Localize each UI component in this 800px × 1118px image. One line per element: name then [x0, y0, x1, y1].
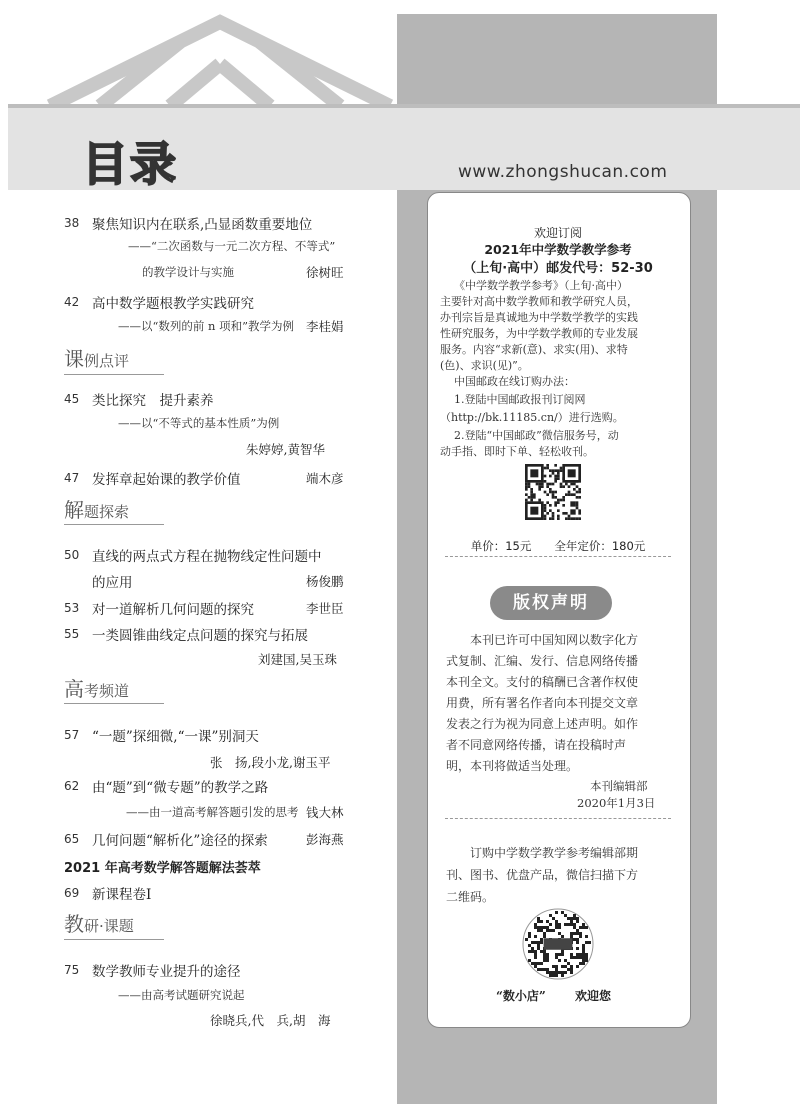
section-label-rest: 考频道: [84, 682, 130, 700]
subscribe-intro: [440, 278, 680, 460]
roof-lattice-graphic: [40, 14, 400, 106]
section-label-rest: 研·课题: [84, 917, 134, 935]
article-title: 几何问题“解析化”途径的探索: [92, 833, 268, 849]
subscribe-postal-code: （上旬·高中）邮发代号：52-30: [463, 261, 653, 276]
intro-line: 《中学数学教学参考》（上旬·高中）: [454, 279, 628, 292]
article-author: 朱婷婷,黄智华: [246, 442, 325, 457]
page-number: 50: [64, 548, 80, 562]
order-step-cont: 动手指、即时下单、轻松收刊。: [440, 445, 594, 458]
section-heading-problem-exploration: [64, 494, 129, 523]
article-author: 刘建国,吴玉珠: [258, 652, 337, 667]
article-subtitle: ——由高考试题研究说起: [118, 988, 245, 1002]
copyright-org: 本刊编辑部: [590, 779, 648, 793]
wechat-qr-code[interactable]: [525, 464, 581, 520]
section-label-char: 解: [64, 498, 84, 522]
article-subtitle: ——以“数列的前 n 项和”教学为例: [118, 319, 294, 333]
dashed-divider: [445, 818, 671, 819]
copyright-date: 2020年1月3日: [577, 796, 656, 810]
order-text: [446, 842, 676, 908]
shop-name: “数小店”: [496, 989, 546, 1003]
page-number: 47: [64, 471, 80, 485]
order-line: 订购中学数学教学参考编辑部期: [470, 846, 639, 860]
intro-line: 性研究服务，为中学数学教师的专业发展: [440, 327, 638, 340]
article-title: 对一道解析几何问题的探究: [92, 602, 254, 618]
article-author: 李世臣: [306, 601, 344, 616]
article-title: “一题”探细微,“一课”别洞天: [92, 729, 259, 745]
article-title: 由“题”到“微专题”的教学之路: [92, 780, 269, 796]
page-number: 57: [64, 728, 80, 742]
intro-line: 主要针对高中数学教师和教学研究人员，: [440, 295, 638, 308]
article-title: 数学教师专业提升的途径: [92, 964, 241, 980]
order-line: 刊、图书、优盘产品，微信扫描下方: [446, 868, 639, 882]
subscribe-heading: 欢迎订阅: [533, 226, 582, 240]
article-author: 杨俊鹏: [306, 574, 344, 589]
copyright-line: 本刊已许可中国知网以数字化方: [470, 633, 639, 647]
section-rule: [64, 524, 164, 525]
intro-line: (色)、求识(见)”。: [440, 359, 529, 372]
article-author: 徐树旺: [306, 265, 344, 280]
article-author: 李桂娟: [306, 319, 344, 334]
subscribe-journal: 2021年中学数学教学参考: [484, 242, 632, 257]
page-number: 53: [64, 601, 80, 615]
banner-top-rule: [8, 104, 800, 108]
article-title: 高中数学题根教学实践研究: [92, 296, 254, 312]
shop-qr-code[interactable]: [522, 908, 594, 980]
order-step: 1.登陆中国邮政报刊订阅网: [454, 393, 586, 406]
article-author: 张 扬,段小龙,谢玉平: [210, 755, 331, 770]
intro-line: 服务。内容“求新(意)、求实(用)、求特: [440, 343, 628, 356]
intro-line: 办刊宗旨是真诚地为中学数学教学的实践: [440, 311, 638, 324]
order-line: 二维码。: [446, 890, 495, 904]
article-author: 钱大林: [306, 805, 344, 820]
page-number: 75: [64, 963, 80, 977]
page-number: 45: [64, 392, 80, 406]
section-label-char: 高: [64, 677, 84, 701]
section-label-char: 教: [64, 912, 84, 936]
copyright-line: 式复制、汇编、发行、信息网络传播: [446, 654, 639, 668]
article-subtitle: ——以“不等式的基本性质”为例: [118, 416, 280, 430]
page-number: 42: [64, 295, 80, 309]
article-title: 发挥章起始课的教学价值: [92, 472, 241, 488]
section-heading-case-review: [64, 343, 129, 372]
copyright-line: 用费，所有署名作者向本刊提交文章: [446, 696, 639, 710]
order-method-title: 中国邮政在线订购办法：: [454, 375, 575, 388]
article-title: 一类圆锥曲线定点问题的探究与拓展: [92, 628, 308, 644]
copyright-line: 明，本刊将做适当处理。: [446, 759, 579, 773]
page-number: 69: [64, 886, 80, 900]
article-title: 直线的两点式方程在抛物线定性问题中: [92, 549, 322, 565]
order-url[interactable]: （http://bk.11185.cn/）进行选购。: [440, 411, 624, 424]
section-rule: [64, 939, 164, 940]
article-author: 端木彦: [306, 471, 344, 486]
article-subtitle-cont: 的教学设计与实施: [142, 265, 234, 279]
article-title: 聚焦知识内在联系,凸显函数重要地位: [92, 217, 313, 233]
page-number: 38: [64, 216, 80, 230]
page-title: 目录: [82, 137, 178, 191]
shop-welcome: 欢迎您: [575, 989, 612, 1003]
page-number: 62: [64, 779, 80, 793]
section-heading-gaokao-channel: [64, 673, 129, 702]
section-label-rest: 题探索: [84, 503, 130, 521]
section-label-char: 课: [64, 347, 84, 371]
section-rule: [64, 703, 164, 704]
article-author: 徐晓兵,代 兵,胡 海: [210, 1013, 331, 1028]
order-step: 2.登陆“中国邮政”微信服务号，动: [454, 429, 619, 442]
page-number: 55: [64, 627, 80, 641]
article-title: 新课程卷Ⅰ: [92, 887, 152, 903]
page-number: 65: [64, 832, 80, 846]
article-title: 类比探究 提升素养: [92, 393, 214, 409]
website-url: www.zhongshucan.com: [458, 162, 668, 182]
copyright-text: [446, 630, 676, 777]
section-label-rest: 例点评: [84, 352, 130, 370]
article-subtitle: ——由一道高考解答题引发的思考: [126, 805, 299, 819]
price-line: 单价：15元 全年定价：180元: [470, 539, 646, 553]
copyright-seal: 版权声明: [490, 586, 612, 620]
article-author: 彭海燕: [306, 832, 344, 847]
section-rule: [64, 374, 164, 375]
special-section-title: 2021 年高考数学解答题解法荟萃: [64, 861, 261, 876]
copyright-line: 本刊全文。支付的稿酬已含著作权使: [446, 675, 639, 689]
copyright-line: 者不同意网络传播，请在投稿时声: [446, 738, 627, 752]
article-subtitle: ——“二次函数与一元二次方程、不等式”: [128, 239, 336, 253]
section-heading-research: [64, 908, 134, 937]
copyright-line: 发表之行为视为同意上述声明。如作: [446, 717, 639, 731]
article-title-cont: 的应用: [92, 575, 133, 591]
dashed-divider: [445, 556, 671, 557]
